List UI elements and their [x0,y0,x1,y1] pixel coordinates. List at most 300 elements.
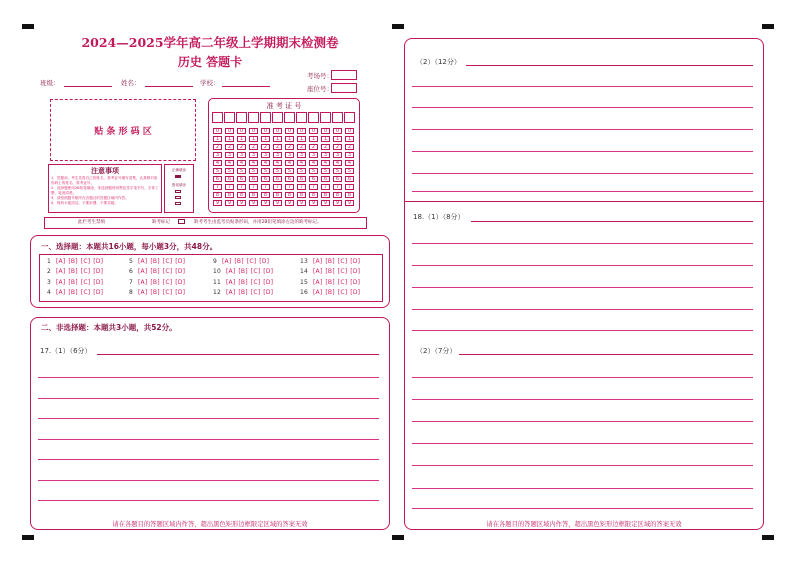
choice-question [129,258,185,265]
choice-bubble-b[interactable]: [B] [68,279,78,286]
admission-bubble[interactable]: 3 [321,152,330,158]
admission-bubble[interactable]: 9 [213,200,222,206]
admission-bubble[interactable]: 7 [309,184,318,190]
q18-part2-label: （2）（7分） [416,347,457,355]
question-number: 11 [213,279,222,286]
question-number: 16 [300,289,309,296]
choice-bubble-a[interactable]: [A] [313,279,323,286]
answer-line[interactable] [412,488,753,489]
admission-bubble[interactable]: 1 [249,136,258,142]
choice-bubble-c[interactable]: [C] [80,279,91,286]
q18-part1-label: 18.（1）（8分） [413,213,465,221]
answer-line[interactable] [466,65,753,66]
admission-bubble[interactable]: 2 [225,144,234,150]
admission-bubble[interactable]: 4 [213,160,222,166]
admission-bubble[interactable]: 4 [249,160,258,166]
admission-bubble[interactable]: 5 [333,168,342,174]
question-number: 10 [213,268,222,275]
answer-line[interactable] [412,173,753,174]
admission-bubble[interactable]: 6 [309,176,318,182]
choice-bubble-c[interactable]: [C] [337,279,348,286]
choice-bubble-a[interactable]: [A] [56,268,66,275]
admission-bubble[interactable]: 2 [345,144,354,150]
footer-note-right: 请在各题目的答题区域内作答，超出黑色矩形边框限定区域的答案无效 [486,521,682,528]
admission-bubble[interactable]: 8 [285,192,294,198]
admission-bubble[interactable]: 4 [273,160,282,166]
admission-bubble[interactable]: 2 [261,144,270,150]
admission-bubble[interactable]: 1 [309,136,318,142]
admission-bubble[interactable]: 0 [213,128,222,134]
admission-bubble[interactable]: 2 [321,144,330,150]
absence-mark-label: 缺考标记 [152,220,170,225]
wrong-fill-icon [175,202,181,205]
admission-bubble[interactable]: 7 [225,184,234,190]
choice-bubble-d[interactable]: [D] [350,279,361,286]
barcode-label: 贴 条 形 码 区 [94,127,152,137]
choice-bubble-b[interactable]: [B] [234,258,244,265]
choice-question [213,258,269,265]
admission-bubble[interactable]: 0 [225,128,234,134]
admission-bubble[interactable]: 2 [285,144,294,150]
admission-bubble[interactable]: 9 [333,200,342,206]
admission-bubble[interactable]: 8 [333,192,342,198]
section2-title: 二、非选择题：本题共3小题，共52分。 [41,323,177,332]
admission-bubble[interactable]: 2 [273,144,282,150]
admission-bubble[interactable]: 1 [237,136,246,142]
section1-title: 一、选择题：本题共16小题，每小题3分，共48分。 [41,242,218,251]
name-label: 姓名： [121,79,141,87]
registration-mark [22,24,34,29]
admission-bubble[interactable]: 1 [345,136,354,142]
admission-bubble[interactable]: 0 [333,128,342,134]
choice-bubble-a[interactable]: [A] [138,279,148,286]
choice-bubble-a[interactable]: [A] [56,279,66,286]
admission-bubble[interactable]: 7 [261,184,270,190]
admission-bubble[interactable]: 5 [321,168,330,174]
choice-bubble-b[interactable]: [B] [68,268,78,275]
choice-bubble-b[interactable]: [B] [68,258,78,265]
choice-bubble-d[interactable]: [D] [263,279,274,286]
admission-bubble[interactable]: 6 [213,176,222,182]
admission-bubble[interactable]: 5 [213,168,222,174]
answer-line[interactable] [38,418,379,419]
choice-bubble-a[interactable]: [A] [56,258,66,265]
choice-bubble-a[interactable]: [A] [138,258,148,265]
admission-bubble[interactable]: 3 [237,152,246,158]
answer-line[interactable] [38,459,379,460]
admission-digit-input[interactable] [308,112,319,123]
admission-bubble[interactable]: 0 [345,128,354,134]
admission-bubble[interactable]: 3 [213,152,222,158]
admission-bubble[interactable]: 2 [249,144,258,150]
choice-question [129,289,185,296]
admission-bubble[interactable]: 1 [261,136,270,142]
absence-instruction: 缺考考生由监考员贴条形码，并用2B铅笔填涂左边的缺考标记。 [194,220,322,225]
choice-bubble-d[interactable]: [D] [175,268,186,275]
registration-mark [762,535,774,540]
notice-title: 注意事项 [91,167,119,175]
admission-digit-input[interactable] [236,112,247,123]
choice-bubble-b[interactable]: [B] [238,279,248,286]
answer-line[interactable] [412,191,753,192]
admission-bubble[interactable]: 2 [237,144,246,150]
choice-bubble-d[interactable]: [D] [350,289,361,296]
admission-bubble[interactable]: 7 [213,184,222,190]
admission-bubble[interactable]: 8 [273,192,282,198]
admission-bubble[interactable]: 1 [297,136,306,142]
admission-digit-input[interactable] [320,112,331,123]
absence-checkbox[interactable] [178,219,185,224]
admission-bubble[interactable]: 3 [273,152,282,158]
footer-note-left: 请在各题目的答题区域内作答，超出黑色矩形边框限定区域的答案无效 [112,521,308,528]
answer-line[interactable] [412,465,753,466]
choice-question [213,268,273,275]
exam-room-label: 考场号： [307,72,333,80]
wrong-fill-icon [175,196,181,199]
admission-bubble[interactable]: 8 [213,192,222,198]
choice-bubble-b[interactable]: [B] [150,289,160,296]
admission-bubble[interactable]: 6 [345,176,354,182]
admission-bubble[interactable]: 9 [345,200,354,206]
q17-part1-label: 17.（1）（6分） [40,347,92,355]
answer-line[interactable] [412,443,753,444]
admission-bubble[interactable]: 0 [285,128,294,134]
admission-bubble[interactable]: 6 [273,176,282,182]
question-number: 12 [213,289,222,296]
choice-bubble-c[interactable]: [C] [80,289,91,296]
choice-bubble-a[interactable]: [A] [313,258,323,265]
school-label: 学校： [200,79,220,87]
choice-bubble-d[interactable]: [D] [175,279,186,286]
question-number: 14 [300,268,309,275]
choice-bubble-b[interactable]: [B] [150,268,160,275]
admission-bubble[interactable]: 9 [297,200,306,206]
choice-bubble-a[interactable]: [A] [313,289,323,296]
page-title: 2024—2025学年高二年级上学期期末检测卷 [81,35,339,50]
answer-line[interactable] [412,309,753,310]
exam-room-box[interactable] [331,70,357,80]
choice-bubble-d[interactable]: [D] [259,258,270,265]
admission-bubble[interactable]: 9 [321,200,330,206]
admission-bubble[interactable]: 3 [345,152,354,158]
registration-mark [392,535,404,540]
admission-digit-input[interactable] [344,112,355,123]
admission-bubble[interactable]: 4 [261,160,270,166]
admission-bubble[interactable]: 9 [309,200,318,206]
choice-bubble-b[interactable]: [B] [325,258,335,265]
choice-bubble-c[interactable]: [C] [162,289,173,296]
admission-bubble[interactable]: 5 [345,168,354,174]
admission-bubble[interactable]: 2 [297,144,306,150]
choice-bubble-c[interactable]: [C] [162,258,173,265]
admission-digit-input[interactable] [272,112,283,123]
school-field[interactable] [222,86,270,87]
admission-digit-input[interactable] [296,112,307,123]
choice-bubble-d[interactable]: [D] [93,258,104,265]
admission-bubble[interactable]: 6 [321,176,330,182]
class-field[interactable] [64,86,112,87]
admission-bubble[interactable]: 0 [321,128,330,134]
admission-digit-input[interactable] [212,112,223,123]
admission-digit-input[interactable] [260,112,271,123]
question-number: 7 [129,279,134,286]
admission-bubble[interactable]: 3 [297,152,306,158]
question-number: 13 [300,258,309,265]
answer-line[interactable] [38,500,379,501]
choice-bubble-a[interactable]: [A] [226,279,236,286]
page-subtitle: 历史 答题卡 [177,55,243,69]
class-label: 班级： [40,79,60,87]
admission-bubble[interactable]: 0 [261,128,270,134]
choice-bubble-d[interactable]: [D] [263,289,274,296]
admission-bubble[interactable]: 4 [297,160,306,166]
wrong-fill-icon [175,190,181,193]
admission-bubble[interactable]: 3 [309,152,318,158]
admission-bubble[interactable]: 9 [285,200,294,206]
choice-bubble-a[interactable]: [A] [222,258,232,265]
choice-bubble-b[interactable]: [B] [325,289,335,296]
admission-bubble[interactable]: 8 [309,192,318,198]
admission-bubble[interactable]: 0 [297,128,306,134]
answer-line[interactable] [471,221,753,222]
choice-bubble-a[interactable]: [A] [56,289,66,296]
choice-bubble-c[interactable]: [C] [250,268,261,275]
admission-bubble[interactable]: 8 [261,192,270,198]
name-field[interactable] [145,86,193,87]
question-number: 2 [47,268,52,275]
answer-line[interactable] [412,399,753,400]
answer-line[interactable] [412,330,753,331]
choice-bubble-b[interactable]: [B] [150,258,160,265]
fill-sample-label: 错误填涂 [172,183,186,187]
choice-bubble-c[interactable]: [C] [162,279,173,286]
choice-bubble-a[interactable]: [A] [226,289,236,296]
choice-question [47,279,103,286]
admission-bubble[interactable]: 6 [237,176,246,182]
admission-bubble[interactable]: 9 [261,200,270,206]
seat-box[interactable] [331,83,357,93]
absence-text: 此栏考生禁填 [78,220,105,225]
answer-line[interactable] [38,480,379,481]
answer-line[interactable] [412,151,753,152]
question-number: 9 [213,258,218,265]
admission-bubble[interactable]: 8 [225,192,234,198]
answer-line[interactable] [412,421,753,422]
admission-bubble[interactable]: 6 [225,176,234,182]
choice-bubble-c[interactable]: [C] [250,279,261,286]
admission-bubble[interactable]: 3 [225,152,234,158]
answer-line[interactable] [412,377,753,378]
divider [404,201,764,202]
admission-bubble[interactable]: 1 [213,136,222,142]
admission-bubble[interactable]: 1 [273,136,282,142]
admission-bubble[interactable]: 4 [321,160,330,166]
admission-bubble[interactable]: 5 [237,168,246,174]
question-number: 15 [300,279,309,286]
admission-bubble[interactable]: 7 [345,184,354,190]
notice-item: 3．请按照题号顺序在各题目的答题区域内作答。 [51,196,129,200]
admission-bubble[interactable]: 5 [273,168,282,174]
admission-bubble[interactable]: 1 [333,136,342,142]
admission-bubble[interactable]: 8 [345,192,354,198]
admission-digit-input[interactable] [248,112,259,123]
admission-bubble[interactable]: 4 [225,160,234,166]
admission-bubble[interactable]: 2 [333,144,342,150]
notice-item: 2．选择题使用2B铅笔填涂，非选择题使用黑色签字笔书写，字体工整、笔迹清楚。 [51,186,159,195]
admission-bubble[interactable]: 6 [333,176,342,182]
choice-bubble-a[interactable]: [A] [226,268,236,275]
admission-bubble[interactable]: 4 [309,160,318,166]
answer-line[interactable] [412,86,753,87]
answer-line[interactable] [38,398,379,399]
registration-mark [762,24,774,29]
answer-line[interactable] [412,243,753,244]
question-number: 5 [129,258,134,265]
registration-mark [22,535,34,540]
admission-bubble[interactable]: 5 [297,168,306,174]
admission-bubble[interactable]: 5 [249,168,258,174]
choice-bubble-c[interactable]: [C] [162,268,173,275]
admission-bubble[interactable]: 0 [309,128,318,134]
admission-bubble[interactable]: 5 [309,168,318,174]
answer-line[interactable] [38,439,379,440]
answer-line[interactable] [412,508,753,509]
admission-bubble[interactable]: 4 [285,160,294,166]
admission-bubble[interactable]: 7 [237,184,246,190]
right-page-box [404,38,764,530]
answer-line[interactable] [412,287,753,288]
admission-bubble[interactable]: 3 [249,152,258,158]
fill-sample-label: 正确填涂 [172,168,186,172]
choice-bubble-a[interactable]: [A] [138,289,148,296]
choice-question [300,268,360,275]
admission-bubble[interactable]: 9 [273,200,282,206]
admission-bubble[interactable]: 7 [285,184,294,190]
admission-bubble[interactable]: 8 [249,192,258,198]
admission-digit-input[interactable] [332,112,343,123]
admission-title: 准 考 证 号 [266,102,302,110]
choice-question [129,268,185,275]
choice-bubble-b[interactable]: [B] [238,268,248,275]
choice-bubble-d[interactable]: [D] [93,279,104,286]
admission-bubble[interactable]: 7 [333,184,342,190]
choice-bubble-d[interactable]: [D] [175,258,186,265]
admission-bubble[interactable]: 4 [333,160,342,166]
choice-bubble-c[interactable]: [C] [246,258,257,265]
admission-bubble[interactable]: 4 [345,160,354,166]
choice-question [47,258,103,265]
admission-bubble[interactable]: 5 [225,168,234,174]
admission-bubble[interactable]: 3 [285,152,294,158]
choice-bubble-b[interactable]: [B] [68,289,78,296]
choice-bubble-d[interactable]: [D] [93,268,104,275]
choice-bubble-c[interactable]: [C] [250,289,261,296]
admission-bubble[interactable]: 0 [249,128,258,134]
question-number: 8 [129,289,134,296]
choice-bubble-a[interactable]: [A] [138,268,148,275]
choice-question [129,279,185,286]
choice-bubble-b[interactable]: [B] [150,279,160,286]
choice-question [300,258,360,265]
answer-line[interactable] [412,129,753,130]
admission-bubble[interactable]: 7 [297,184,306,190]
answer-line[interactable] [412,107,753,108]
admission-bubble[interactable]: 9 [249,200,258,206]
admission-bubble[interactable]: 8 [237,192,246,198]
choice-bubble-c[interactable]: [C] [337,268,348,275]
admission-bubble[interactable]: 3 [333,152,342,158]
admission-bubble[interactable]: 6 [285,176,294,182]
admission-bubble[interactable]: 1 [285,136,294,142]
choice-bubble-b[interactable]: [B] [325,268,335,275]
choice-bubble-b[interactable]: [B] [238,289,248,296]
choice-question [213,289,273,296]
admission-bubble[interactable]: 6 [261,176,270,182]
seat-label: 座位号： [307,85,333,93]
admission-bubble[interactable]: 7 [249,184,258,190]
admission-bubble[interactable]: 9 [237,200,246,206]
choice-bubble-c[interactable]: [C] [80,268,91,275]
choice-bubble-d[interactable]: [D] [350,268,361,275]
choice-bubble-d[interactable]: [D] [175,289,186,296]
choice-bubble-c[interactable]: [C] [337,289,348,296]
choice-bubble-b[interactable]: [B] [325,279,335,286]
admission-bubble[interactable]: 8 [321,192,330,198]
admission-bubble[interactable]: 0 [273,128,282,134]
admission-bubble[interactable]: 5 [261,168,270,174]
question-number: 3 [47,279,52,286]
admission-bubble[interactable]: 2 [213,144,222,150]
admission-bubble[interactable]: 8 [297,192,306,198]
notice-list [51,176,159,206]
choice-question [300,279,360,286]
choice-bubble-a[interactable]: [A] [313,268,323,275]
choice-question [47,289,103,296]
answer-line[interactable] [38,377,379,378]
admission-bubble[interactable]: 3 [261,152,270,158]
answer-line[interactable] [412,265,753,266]
admission-bubble[interactable]: 1 [321,136,330,142]
choice-bubble-d[interactable]: [D] [93,289,104,296]
q17-part2-label: （2）（12分） [416,58,461,66]
admission-bubble[interactable]: 0 [237,128,246,134]
choice-bubble-c[interactable]: [C] [337,258,348,265]
notice-item: 4．保持卡面清洁，不要折叠、不要弄破。 [51,201,118,205]
notice-item: 1．答题前，考生先将自己的姓名、准考证号填写清楚，认真核对条形码上的姓名、准考证号。 [51,176,158,185]
admission-bubble[interactable]: 5 [285,168,294,174]
admission-bubble[interactable]: 6 [249,176,258,182]
choice-bubble-d[interactable]: [D] [263,268,274,275]
choice-bubble-c[interactable]: [C] [80,258,91,265]
filled-sample-icon [175,175,181,178]
choice-question [47,268,103,275]
answer-line[interactable] [97,354,379,355]
admission-bubble[interactable]: 6 [297,176,306,182]
choice-bubble-d[interactable]: [D] [350,258,361,265]
admission-digit-input[interactable] [224,112,235,123]
answer-line[interactable] [459,354,753,355]
question-number: 4 [47,289,52,296]
admission-bubble[interactable]: 4 [237,160,246,166]
admission-bubble[interactable]: 2 [309,144,318,150]
registration-mark [392,24,404,29]
admission-bubble[interactable]: 1 [225,136,234,142]
choice-question [213,279,273,286]
admission-bubble[interactable]: 9 [225,200,234,206]
admission-digit-input[interactable] [284,112,295,123]
admission-bubble[interactable]: 7 [273,184,282,190]
admission-bubble[interactable]: 7 [321,184,330,190]
